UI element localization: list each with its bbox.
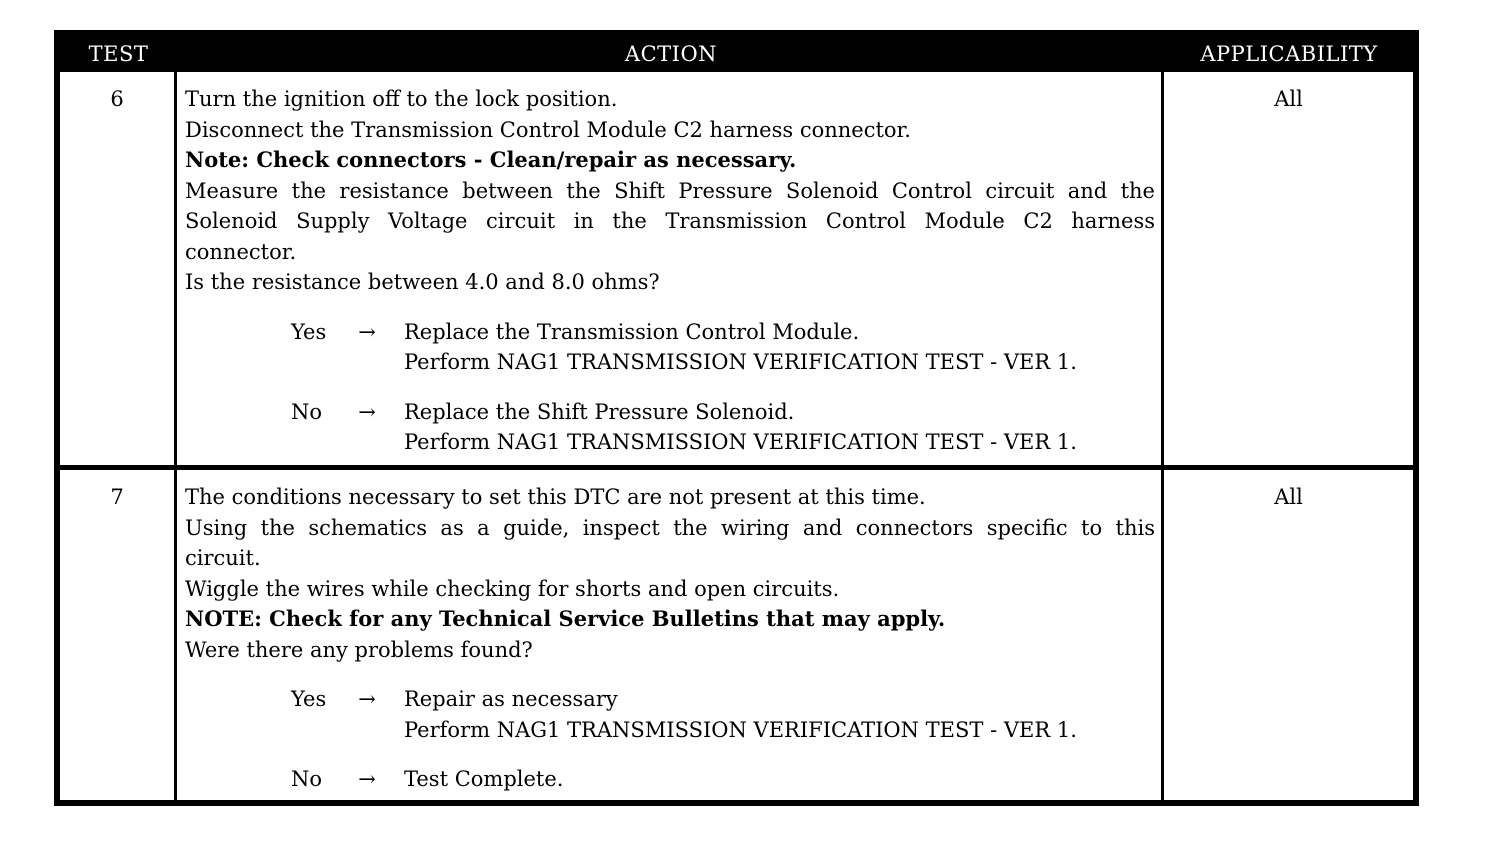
outcome-result [404,764,563,795]
right-arrow-icon: → [358,399,376,424]
test-number: 6 [110,87,124,111]
outcome-step: Perform NAG1 TRANSMISSION VERIFICATION TEST - VER 1. [404,350,1077,374]
column-divider [174,470,177,800]
outcome-no [185,397,1155,458]
test-number: 7 [110,485,124,509]
action-line: Using the schematics as a guide, inspect the wiring and connectors specific to this [185,515,1155,540]
column-divider [174,72,177,465]
outcome-step: Perform NAG1 TRANSMISSION VERIFICATION TEST - VER 1. [404,717,1077,742]
test-row-6 [60,72,1413,465]
action-line: The conditions necessary to set this DTC are not present at this time. [185,485,926,509]
outcome-yes [185,317,1155,378]
outcome-step: Replace the Transmission Control Module. [404,319,860,344]
header-action: ACTION [624,42,718,66]
outcome-step: Perform NAG1 TRANSMISSION VERIFICATION TEST - VER 1. [404,430,1077,454]
table-header [60,36,1413,72]
outcome-result [404,317,1077,378]
outcome-yes-label: Yes [291,687,327,711]
action-line: Measure the resistance between the Shift Pressure Solenoid Control circuit and the [185,178,1155,203]
test-row-7 [60,470,1413,800]
outcome-no-label: No [291,399,323,424]
outcome-result [404,397,1077,458]
action-line: Solenoid Supply Voltage circuit in the Transmission Control Module C2 harness [185,209,1155,233]
action-line: connector. [185,239,297,264]
diagnostic-test-table [54,30,1419,806]
action-question: Were there any problems found? [185,637,533,662]
column-divider [1161,72,1164,465]
outcome-no [185,764,1155,794]
action-question: Is the resistance between 4.0 and 8.0 ohms? [185,270,660,294]
action-line: Wiggle the wires while checking for shorts and open circuits. [185,576,840,601]
action-cell [185,482,1155,794]
outcome-no-label: No [291,767,323,791]
action-line: Disconnect the Transmission Control Module C2 harness connector. [185,117,911,142]
action-line: Turn the ignition off to the lock position. [185,87,618,111]
action-cell [185,84,1155,458]
right-arrow-icon: → [358,319,376,344]
outcome-yes-label: Yes [291,319,327,344]
outcome-step: Repair as necessary [404,687,618,711]
header-test: TEST [88,42,149,66]
outcome-yes [185,684,1155,745]
applicability-value: All [1274,87,1303,111]
action-note: Note: Check connectors - Clean/repair as necessary. [185,147,797,172]
right-arrow-icon: → [358,687,376,711]
outcome-step: Replace the Shift Pressure Solenoid. [404,399,795,424]
action-note: NOTE: Check for any Technical Service Bulletins that may apply. [185,606,946,631]
column-divider [1161,470,1164,800]
action-line: circuit. [185,546,261,570]
right-arrow-icon: → [358,767,376,791]
outcome-result [404,684,1077,745]
applicability-value: All [1274,485,1303,509]
header-applicability: APPLICABILITY [1200,42,1378,66]
outcome-step: Test Complete. [404,767,564,791]
